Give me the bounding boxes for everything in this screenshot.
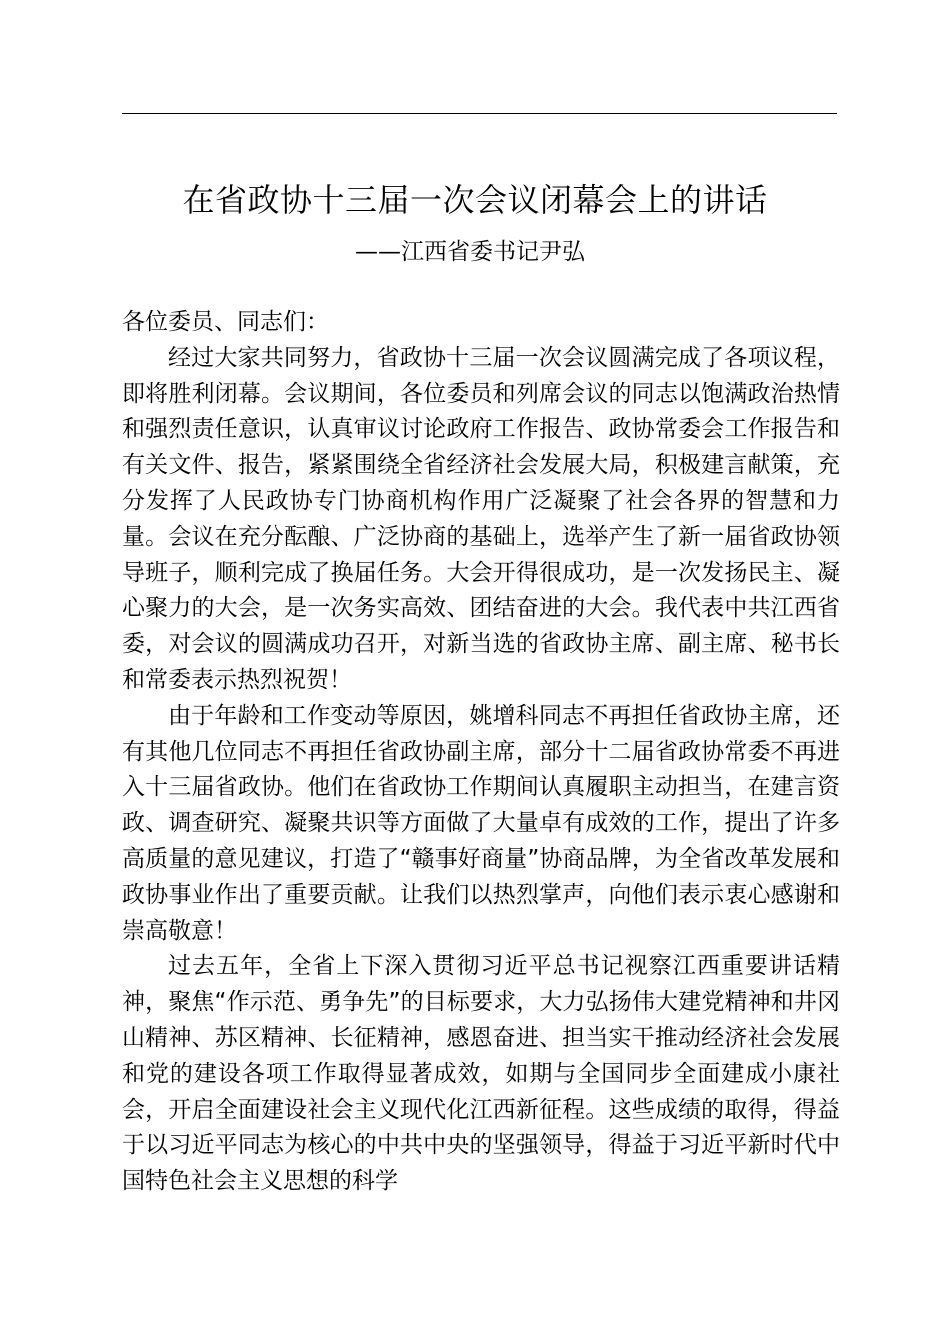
- header-rule: [122, 113, 837, 114]
- paragraph-1: 经过大家共同努力，省政协十三届一次会议圆满完成了各项议程，即将胜利闭幕。会议期间，各位委员和列席会议的同志以饱满政治热情和强烈责任意识，认真审议讨论政府工作报告、政协常委会工作报告和有关文件、报告，紧紧围绕全省经济社会发展大局，积极建言献策，充分发挥了人民政协专门协商机构作用广泛凝聚了社会各界的智慧和力量。会议在充分酝酿、广泛协商的基础上，选举产生了新一届省政协领导班子，顺利完成了换届任务。大会开得很成功，是一次发扬民主、凝心聚力的大会，是一次务实高效、团结奋进的大会。我代表中共江西省委，对会议的圆满成功召开，对新当选的省政协主席、副主席、秘书长和常委表示热烈祝贺！: [122, 344, 840, 693]
- document-subtitle: ——江西省委书记尹弘: [355, 239, 585, 265]
- document-body: [122, 305, 840, 1200]
- salutation: 各位委员、同志们：: [122, 309, 329, 335]
- paragraph-2: 由于年龄和工作变动等原因，姚增科同志不再担任省政协主席，还有其他几位同志不再担任省政协副主席，部分十二届省政协常委不再进入十三届省政协。他们在省政协工作期间认真履职主动担当，在建言资政、调查研究、凝聚共识等方面做了大量卓有成效的工作，提出了许多高质量的意见建议，打造了“赣事好商量”协商品牌，为全省改革发展和政协事业作出了重要贡献。让我们以热烈掌声，向他们表示衷心感谢和崇高敬意！: [122, 702, 840, 944]
- paragraph-3: 过去五年，全省上下深入贯彻习近平总书记视察江西重要讲话精神，聚焦“作示范、勇争先”的目标要求，大力弘扬伟大建党精神和井冈山精神、苏区精神、长征精神，感恩奋进、担当实干推动经济社会发展和党的建设各项工作取得显著成效，如期与全国同步全面建成小康社会，开启全面建设社会主义现代化江西新征程。这些成绩的取得，得益于以习近平同志为核心的中共中央的坚强领导，得益于习近平新时代中国特色社会主义思想的科学: [122, 953, 840, 1195]
- document-title: 在省政协十三届一次会议闭幕会上的讲话: [182, 181, 768, 219]
